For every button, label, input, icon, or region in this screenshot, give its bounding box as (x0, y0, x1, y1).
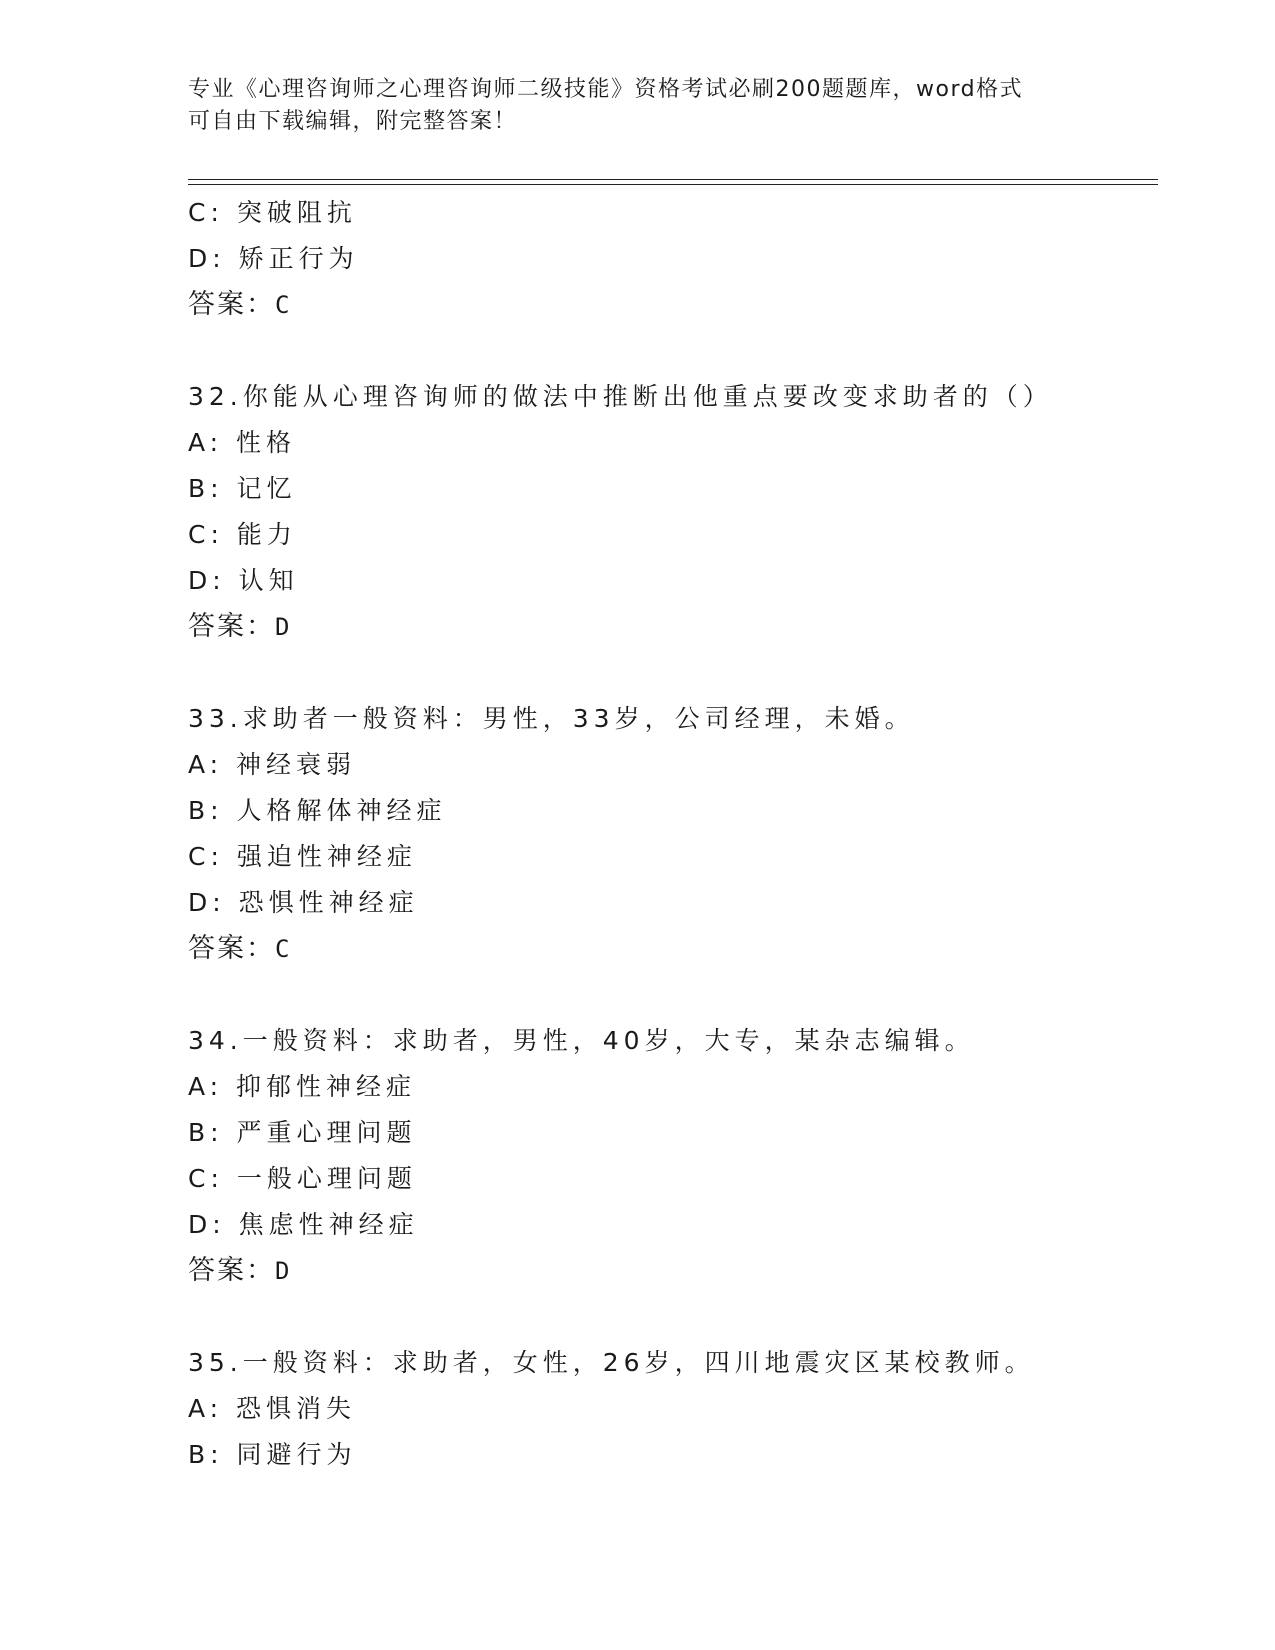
option-line (188, 1156, 1158, 1202)
option-label: A: (188, 750, 224, 779)
option-label: D: (188, 244, 226, 273)
question-stem: 32.你能从心理咨询师的做法中推断出他重点要改变求助者的（） (188, 382, 1053, 411)
option-label: B: (188, 474, 224, 503)
answer-line (188, 282, 1158, 328)
option-line (188, 1386, 1158, 1432)
option-text: 突破阻抗 (236, 198, 357, 227)
option-text: 严重心理问题 (236, 1118, 417, 1147)
header-line-1: 专业《心理咨询师之心理咨询师二级技能》资格考试必刷200题题库，word格式 (188, 77, 1024, 102)
option-line (188, 466, 1158, 512)
option-line (188, 788, 1158, 834)
option-label: D: (188, 1210, 226, 1239)
option-text: 能力 (236, 520, 297, 549)
document-header (188, 74, 1088, 138)
answer-label: 答案： (188, 1255, 275, 1286)
option-text: 一般心理问题 (236, 1164, 417, 1193)
option-text: 人格解体神经症 (236, 796, 447, 825)
option-line (188, 1202, 1158, 1248)
answer-label: 答案： (188, 289, 275, 320)
option-text: 恐惧性神经症 (238, 888, 419, 917)
option-line (188, 880, 1158, 926)
answer-label: 答案： (188, 933, 275, 964)
answer-value: D (275, 613, 292, 641)
option-label: C: (188, 842, 224, 871)
option-line (188, 420, 1158, 466)
question-stem: 33.求助者一般资料：男性，33岁，公司经理，未婚。 (188, 704, 915, 733)
option-line (188, 558, 1158, 604)
option-label: C: (188, 198, 224, 227)
option-label: C: (188, 520, 224, 549)
answer-value: D (275, 1257, 292, 1285)
option-text: 性格 (236, 428, 297, 457)
answer-value: C (275, 935, 292, 963)
option-label: B: (188, 1118, 224, 1147)
option-label: A: (188, 1072, 224, 1101)
header-divider-top (188, 179, 1158, 180)
option-text: 认知 (238, 566, 299, 595)
option-label: D: (188, 888, 226, 917)
question-stem: 34.一般资料：求助者，男性，40岁，大专，某杂志编辑。 (188, 1026, 975, 1055)
option-text: 强迫性神经症 (236, 842, 417, 871)
header-line-2: 可自由下载编辑，附完整答案！ (188, 109, 518, 134)
option-text: 焦虑性神经症 (238, 1210, 419, 1239)
option-text: 同避行为 (236, 1440, 357, 1469)
question-list (188, 190, 1158, 1478)
option-label: A: (188, 1394, 224, 1423)
option-text: 记忆 (236, 474, 297, 503)
option-line (188, 742, 1158, 788)
option-line (188, 190, 1158, 236)
question-stem: 35.一般资料：求助者，女性，26岁，四川地震灾区某校教师。 (188, 1348, 1035, 1377)
option-label: C: (188, 1164, 224, 1193)
answer-line (188, 604, 1158, 650)
option-text: 恐惧消失 (236, 1394, 357, 1423)
answer-value: C (275, 291, 292, 319)
option-label: A: (188, 428, 224, 457)
option-line (188, 512, 1158, 558)
option-text: 抑郁性神经症 (236, 1072, 417, 1101)
option-line (188, 834, 1158, 880)
header-divider-bottom (188, 184, 1158, 185)
answer-line (188, 1248, 1158, 1294)
option-text: 矫正行为 (238, 244, 359, 273)
answer-label: 答案： (188, 611, 275, 642)
option-line (188, 236, 1158, 282)
answer-line (188, 926, 1158, 972)
option-line (188, 1064, 1158, 1110)
option-label: B: (188, 1440, 224, 1469)
option-label: D: (188, 566, 226, 595)
option-line (188, 1110, 1158, 1156)
option-line (188, 1432, 1158, 1478)
option-label: B: (188, 796, 224, 825)
option-text: 神经衰弱 (236, 750, 357, 779)
